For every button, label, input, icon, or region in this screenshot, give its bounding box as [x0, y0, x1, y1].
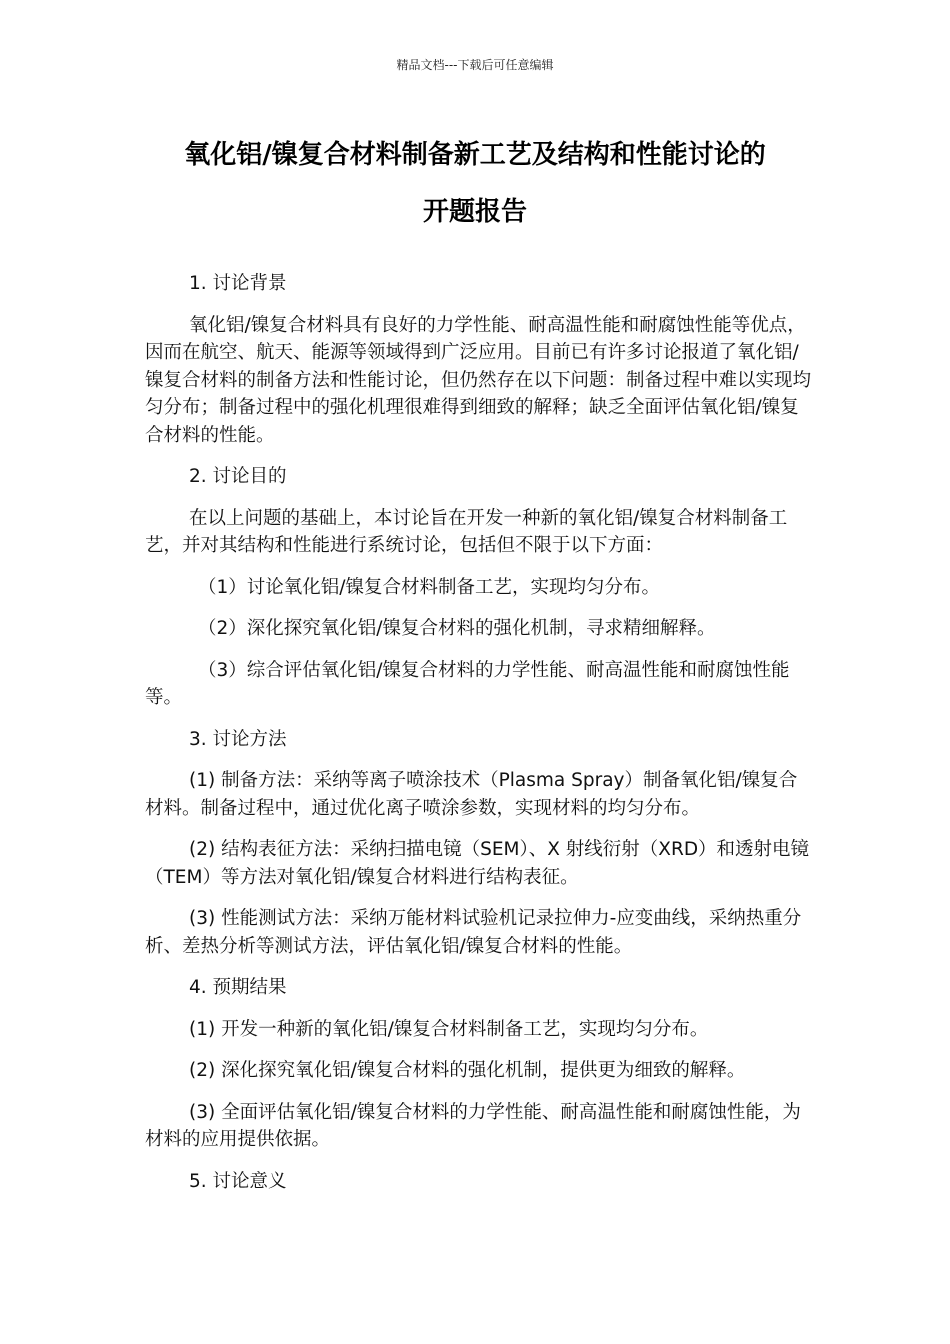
methods-item-1: (1) 制备方法：采纳等离子喷涂技术（Plasma Spray）制备氧化铝/镍复合材料。制备过程中，通过优化离子喷涂参数，实现材料的均匀分布。 [145, 770, 798, 819]
document-body [145, 270, 811, 1209]
section-heading-expected-results: 4. 预期结果 [189, 977, 287, 998]
document-title-line-2: 开题报告 [422, 197, 527, 227]
purpose-paragraph: 在以上问题的基础上，本讨论旨在开发一种新的氧化铝/镍复合材料制备工艺，并对其结构和性能进行系统讨论，包括但不限于以下方面： [145, 507, 788, 556]
section-heading-background: 1. 讨论背景 [189, 273, 287, 294]
section-heading-methods: 3. 讨论方法 [189, 728, 287, 750]
purpose-item-2: （2）深化探究氧化铝/镍复合材料的强化机制，寻求精细解释。 [198, 618, 716, 639]
results-item-3: (3) 全面评估氧化铝/镍复合材料的力学性能、耐高温性能和耐腐蚀性能，为材料的应用提供依据。 [145, 1101, 801, 1150]
methods-item-2: (2) 结构表征方法：采纳扫描电镜（SEM）、X 射线衍射（XRD）和透射电镜（TEM）等方法对氧化铝/镍复合材料进行结构表征。 [145, 839, 810, 888]
document-title-line-1: 氧化铝/镍复合材料制备新工艺及结构和性能讨论的 [184, 140, 766, 170]
purpose-item-1: （1）讨论氧化铝/镍复合材料制备工艺，实现均匀分布。 [198, 576, 661, 598]
section-heading-significance: 5. 讨论意义 [189, 1170, 287, 1192]
results-item-1: (1) 开发一种新的氧化铝/镍复合材料制备工艺，实现均匀分布。 [189, 1018, 709, 1040]
background-paragraph: 氧化铝/镍复合材料具有良好的力学性能、耐高温性能和耐腐蚀性能等优点，因而在航空、航天、能源等领域得到广泛应用。目前已有许多讨论报道了氧化铝/镍复合材料的制备方法和性能讨论，但仍然存在以下问题：制备过程中难以实现均匀分布；制备过程中的强化机理很难得到细致的解释；缺乏全面评估氧化铝/镍复合材料的性能。 [145, 314, 812, 446]
methods-item-3: (3) 性能测试方法：采纳万能材料试验机记录拉伸力-应变曲线，采纳热重分析、差热分析等测试方法，评估氧化铝/镍复合材料的性能。 [145, 908, 802, 957]
section-heading-purpose: 2. 讨论目的 [189, 466, 287, 487]
header-note: 精品文档---下载后可任意编辑 [396, 58, 554, 72]
results-item-2: (2) 深化探究氧化铝/镍复合材料的强化机制，提供更为细致的解释。 [189, 1060, 746, 1081]
purpose-item-3: （3）综合评估氧化铝/镍复合材料的力学性能、耐高温性能和耐腐蚀性能等。 [145, 659, 790, 708]
